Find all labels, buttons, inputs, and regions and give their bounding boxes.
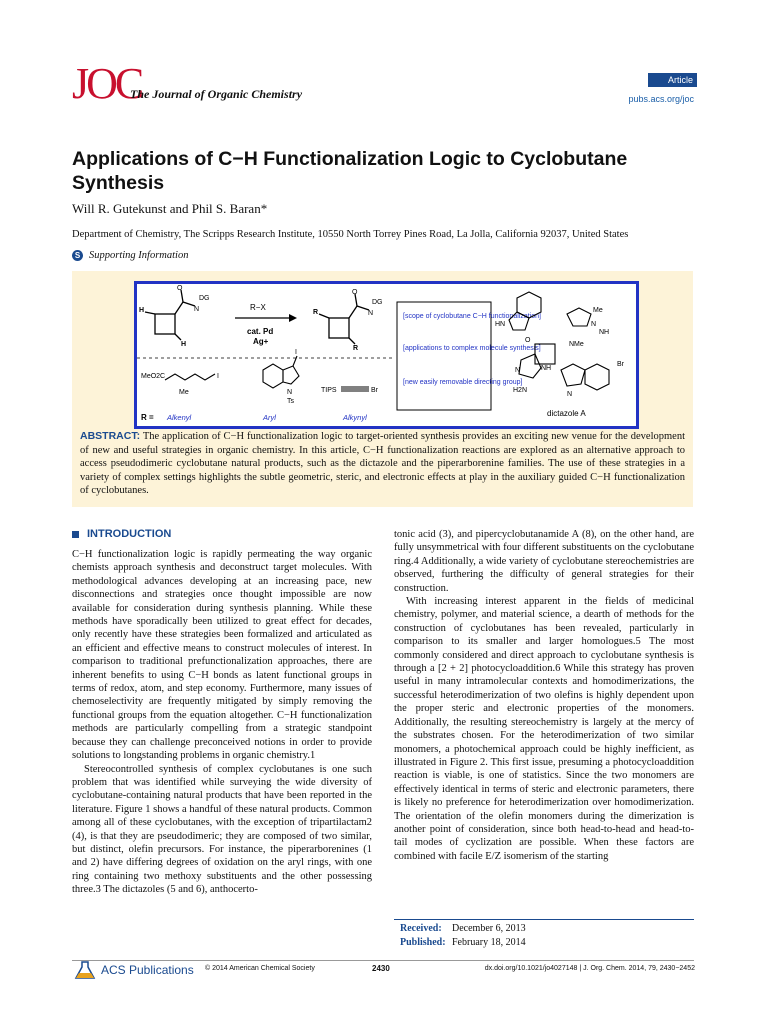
dictazole-label-nh: NH: [599, 329, 610, 336]
n-label-2: N: [368, 310, 374, 317]
dictazole-label-br: Br: [617, 361, 624, 368]
abstract-text: [80, 430, 685, 498]
dictazole-label-me: Me: [593, 307, 603, 314]
supporting-info-label: Supporting Information: [89, 250, 189, 261]
publication-dates: [400, 922, 526, 950]
body-column-left: [72, 548, 372, 897]
heading-label: INTRODUCTION: [87, 528, 172, 540]
graphical-abstract: [134, 281, 639, 429]
journal-name: The Journal of Organic Chemistry: [130, 87, 303, 101]
abstract-label: ABSTRACT:: [80, 430, 141, 442]
aryl-n-label: N: [287, 389, 293, 396]
article-type-badge: Article: [648, 73, 697, 87]
alkyne-bond: [341, 387, 369, 391]
published-date: February 18, 2014: [452, 937, 526, 948]
dictazole-label-hn: HN: [495, 321, 506, 328]
alkenyl-i-label: I: [217, 373, 219, 380]
alkenyl-structure: [165, 374, 215, 380]
product-cyclobutane: [319, 294, 369, 344]
dg-label-2: DG: [372, 299, 383, 306]
paragraph: With increasing interest apparent in the fields of medicinal chemistry, polymer, and material science, a dearth of methods for the construction of cyclobutanes has been revealed, particularly in comparison to its smaller and larger homologues.5 The most commonly considered and direct approach to cyclobutane synthesis is through a [2 + 2] photocycloaddition.6 While this strategy has proven useful in many intramolecular contexts and homodimerizations, the successful heterodimerization of two olefins is highly dependent upon the proper steric and electronic properties of the monomers. Additionally, the resulting stereochemistry is largely at the mercy of the substrates chosen. For the heterodimerization of two similar monomers, a photochemical approach could be highly inefficient, as illustrated in Figure 2. This first issue, presuming a photocycloaddition reaction is viable, is one of statistics. Since the two monomers are effectively identical in terms of steric and electronic parameters, there is likely no preference for heterodimerization over homodimerization. The orientation of the olefin monomers during the dimerization is another point of consideration, since both head-to-head and head-to-tail modes of cyclization are possible. When these factors are combined with facile E/Z isomerism of the starting: [394, 596, 694, 862]
publisher-name: ACS Publications: [101, 963, 194, 977]
paragraph: C−H functionalization logic is rapidly permeating the way organic chemists approach synthesis and deconstruct target molecules. With methodological advances developing at an increasing pace, new disconnections and strategies once thought impossible are now available for consideration during synthesis planning. While these methods have sporadically been utilized to great effect for decades, only recently have these strategies been formalized and articulated as an efficient and effective means to construct molecules of interest. In comparison to traditional prefunctionalization approaches, there are inherent benefits to using C−H bonds as latent functional groups in terms of redox, atom, and step economy. Furthermore, many issues of chemoselectivity are frequently mitigated by simply removing the functional groups from the equation altogether. C−H functionalization methods are particularly compelling from a strategic standpoint because they can challenge preconceived notions in order to provide solutions to longstanding problems in organic chemistry.1: [72, 549, 372, 762]
scope-line-2: [applications to complex molecule synthesis]: [403, 345, 541, 352]
r-type-alkenyl: Alkenyl: [167, 413, 192, 422]
n-label-1: N: [194, 306, 200, 313]
published-label: Published:: [400, 937, 446, 948]
r-equals-label: R =: [141, 413, 154, 422]
dictazole-label-nh2: NH: [541, 365, 552, 372]
scope-line-3: [new easily removable directing group]: [403, 379, 523, 386]
dictazole-label-nme: NMe: [569, 341, 584, 348]
arrowhead: [289, 314, 297, 322]
scope-line-1: [scope of cyclobutane C−H functionalization]: [403, 313, 541, 320]
h-label-2: H: [181, 341, 187, 348]
doi-citation[interactable]: dx.doi.org/10.1021/jo4027148 | J. Org. Chem. 2014, 79, 2430−2452: [484, 965, 695, 972]
supporting-info-icon: S: [72, 250, 83, 261]
alkynyl-br-label: Br: [371, 387, 378, 394]
received-date: December 6, 2013: [452, 923, 526, 934]
affiliation: Department of Chemistry, The Scripps Research Institute, 10550 North Torrey Pines Road, La Jolla, California 92037, United States: [72, 229, 629, 240]
paragraph: Stereocontrolled synthesis of complex cyclobutanes is one such problem that was identified while surveying the wide diversity of cyclobutane-containing natural products that have been reported in the literature. Figure 1 shows a handful of these natural products. Common among all of these cyclobutanes, with the exception of tripartilactam2 (4), is that they are pseudodimeric; they are composed of two similar, but distinct, olefin precursors. For instance, the piperarborenines (1 and 2) have differing degrees of oxidation on the aryl rings, with one ring containing two methoxy substituents and the other possessing three.3 The dictazoles (5 and 6), anthocerto-: [72, 763, 372, 896]
starting-cyclobutane: [145, 290, 195, 340]
acs-flask-icon: [74, 961, 96, 979]
product-name: dictazole A: [547, 409, 586, 418]
dictazole-label-n3: N: [567, 391, 573, 398]
reagent-label: R−X: [250, 303, 266, 312]
received-label: Received:: [400, 923, 442, 934]
copyright: © 2014 American Chemical Society: [205, 965, 315, 972]
aryl-i-label: I: [295, 349, 297, 356]
authors: Will R. Gutekunst and Phil S. Baran*: [72, 201, 268, 216]
heading-square-icon: [72, 531, 79, 538]
dates-divider: [394, 919, 694, 920]
o-label-2: O: [352, 289, 358, 296]
aryl-indole-structure: [263, 356, 299, 388]
body-column-right: [394, 528, 694, 863]
aryl-ts-label: Ts: [287, 398, 294, 405]
alkynyl-tips-label: TIPS: [321, 387, 337, 394]
received-row: [400, 922, 526, 936]
h-label-1: H: [139, 307, 145, 314]
abstract-body: The application of C−H functionalization logic to target-oriented synthesis provides an exciting new venue for the development of new and useful strategies in organic chemistry. In this article, C−H functionalization reactions are explored as an alternative approach to access pseudodimeric cyclobutane natural products, such as the dictazole and the piperarborenine families. The use of these strategies in a variety of complex settings highlights the subtle geometric, steric, and electronic effects at play in the auxiliary guided C−H functionalization of cyclobutanes.: [80, 431, 685, 496]
r-label-1: R: [313, 309, 319, 316]
dg-label-1: DG: [199, 295, 210, 302]
r-label-2: R: [353, 345, 359, 352]
article-title: Applications of C−H Functionalization Logic to Cyclobutane Synthesis: [72, 148, 628, 194]
journal-url-link[interactable]: pubs.acs.org/joc: [628, 94, 694, 104]
additive-label: Ag+: [253, 337, 269, 346]
dictazole-label-h2n: H2N: [513, 387, 528, 394]
alkenyl-ester-label: MeO2C: [141, 373, 166, 380]
r-type-aryl: Aryl: [263, 413, 276, 422]
page-number: 2430: [372, 964, 390, 973]
dictazole-label-n: N: [591, 321, 597, 328]
alkenyl-me-label: Me: [179, 389, 189, 396]
r-type-alkynyl: Alkynyl: [343, 413, 367, 422]
o-label-1: O: [177, 285, 183, 292]
reaction-scheme-svg: [137, 284, 636, 426]
section-heading-introduction: [72, 528, 171, 540]
acs-publications-logo: [74, 961, 194, 979]
dictazole-label-n2: N: [515, 367, 521, 374]
journal-logo: JOC: [72, 59, 142, 108]
supporting-information-link[interactable]: [72, 250, 188, 261]
dictazole-label-o: O: [525, 337, 531, 344]
published-row: [400, 936, 526, 950]
catalyst-label: cat. Pd: [247, 327, 274, 336]
paragraph: tonic acid (3), and pipercyclobutanamide A (8), on the other hand, are fully unsymmetrical with four different substituents on the cyclobutane ring.4 Additionally, a wide variety of cyclobutane stereochemistries are observed, furthering the difficulty of general strategies for their construction.: [394, 529, 694, 594]
